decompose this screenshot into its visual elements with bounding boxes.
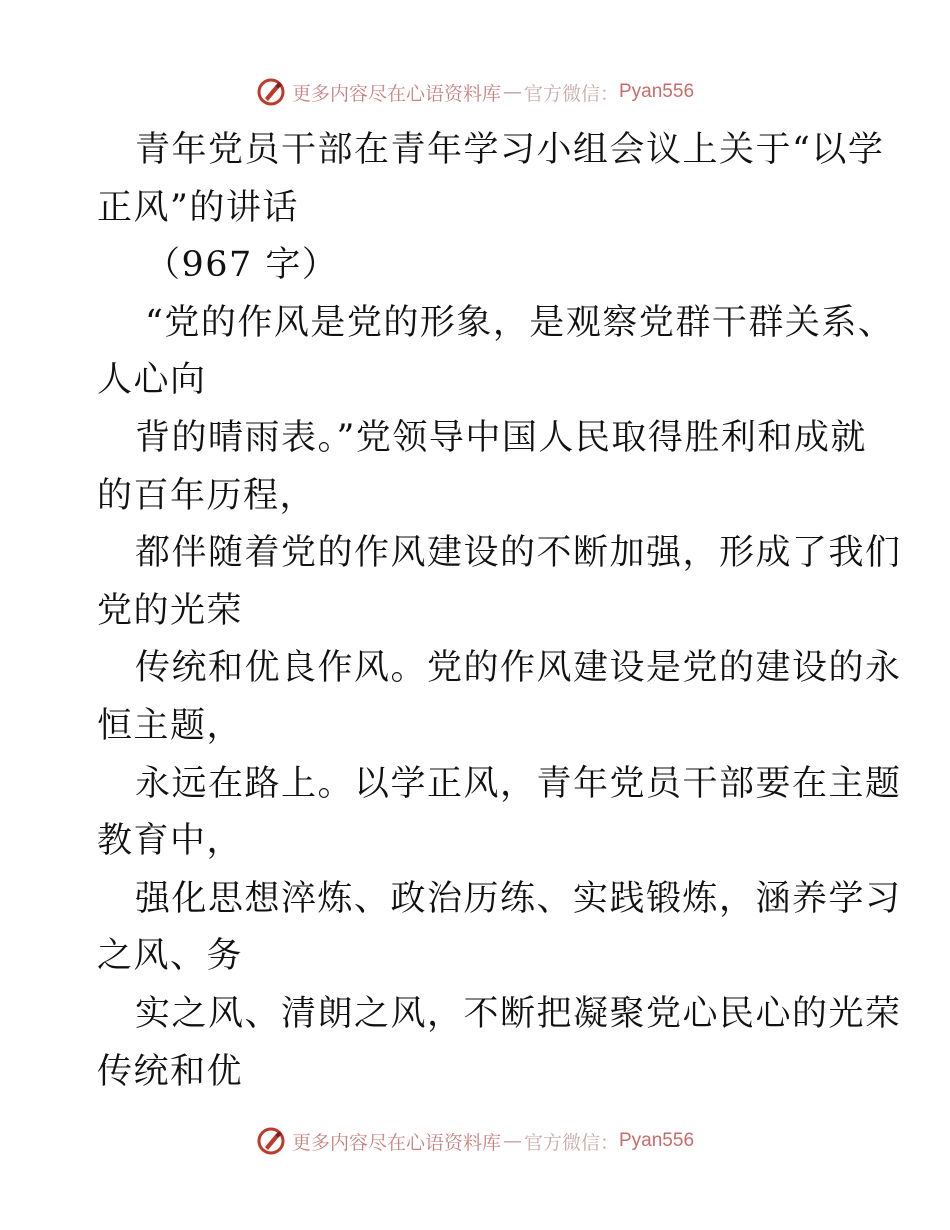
watermark-main-text: 更多内容尽在心语资料库 — [291, 1131, 501, 1154]
title-line-2: 正风”的讲话 — [97, 187, 299, 228]
watermark-dash: — — [502, 1130, 522, 1152]
body-line: 党的光荣 — [97, 590, 244, 631]
pen-logo-icon — [256, 1126, 286, 1156]
title-line-1: 青年党员干部在青年学习小组会议上关于“以学 — [135, 130, 885, 170]
watermark-wechat-id: Pyan556 — [619, 1130, 695, 1151]
body-line: “党的作风是党的形象，是观察党群干群关系、 — [145, 302, 895, 343]
body-line: 都伴随着党的作风建设的不断加强，形成了我们 — [135, 533, 902, 574]
watermark-side-text: 官方微信： — [523, 82, 619, 105]
body-line: 永远在路上。以学正风，青年党员干部要在主题 — [135, 763, 902, 804]
footer-watermark — [0, 1121, 950, 1161]
body-line: 传统和优良作风。党的作风建设是党的建设的永 — [135, 648, 902, 689]
body-line: 之风、务 — [97, 936, 244, 977]
body-line: 背的晴雨表。”党领导中国人民取得胜利和成就 — [135, 417, 867, 458]
header-watermark — [0, 72, 950, 112]
watermark-dash: — — [502, 81, 522, 103]
body-line: 强化思想淬炼、政治历练、实践锻炼，涵养学习 — [135, 878, 902, 919]
body-line: 恒主题， — [97, 705, 244, 746]
watermark-main-text: 更多内容尽在心语资料库 — [291, 82, 501, 105]
body-line: 实之风、清朗之风，不断把凝聚党心民心的光荣 — [135, 993, 902, 1034]
watermark-side-text: 官方微信： — [523, 1131, 619, 1154]
body-line: 传统和优 — [97, 1051, 244, 1092]
document-body — [97, 122, 902, 1101]
body-line: 的百年历程， — [97, 475, 317, 516]
body-line: 教育中， — [97, 821, 244, 862]
watermark-wechat-id: Pyan556 — [619, 81, 695, 102]
word-count: （967 字） — [145, 245, 339, 286]
body-line: 人心向 — [97, 360, 207, 401]
pen-logo-icon — [256, 77, 286, 107]
